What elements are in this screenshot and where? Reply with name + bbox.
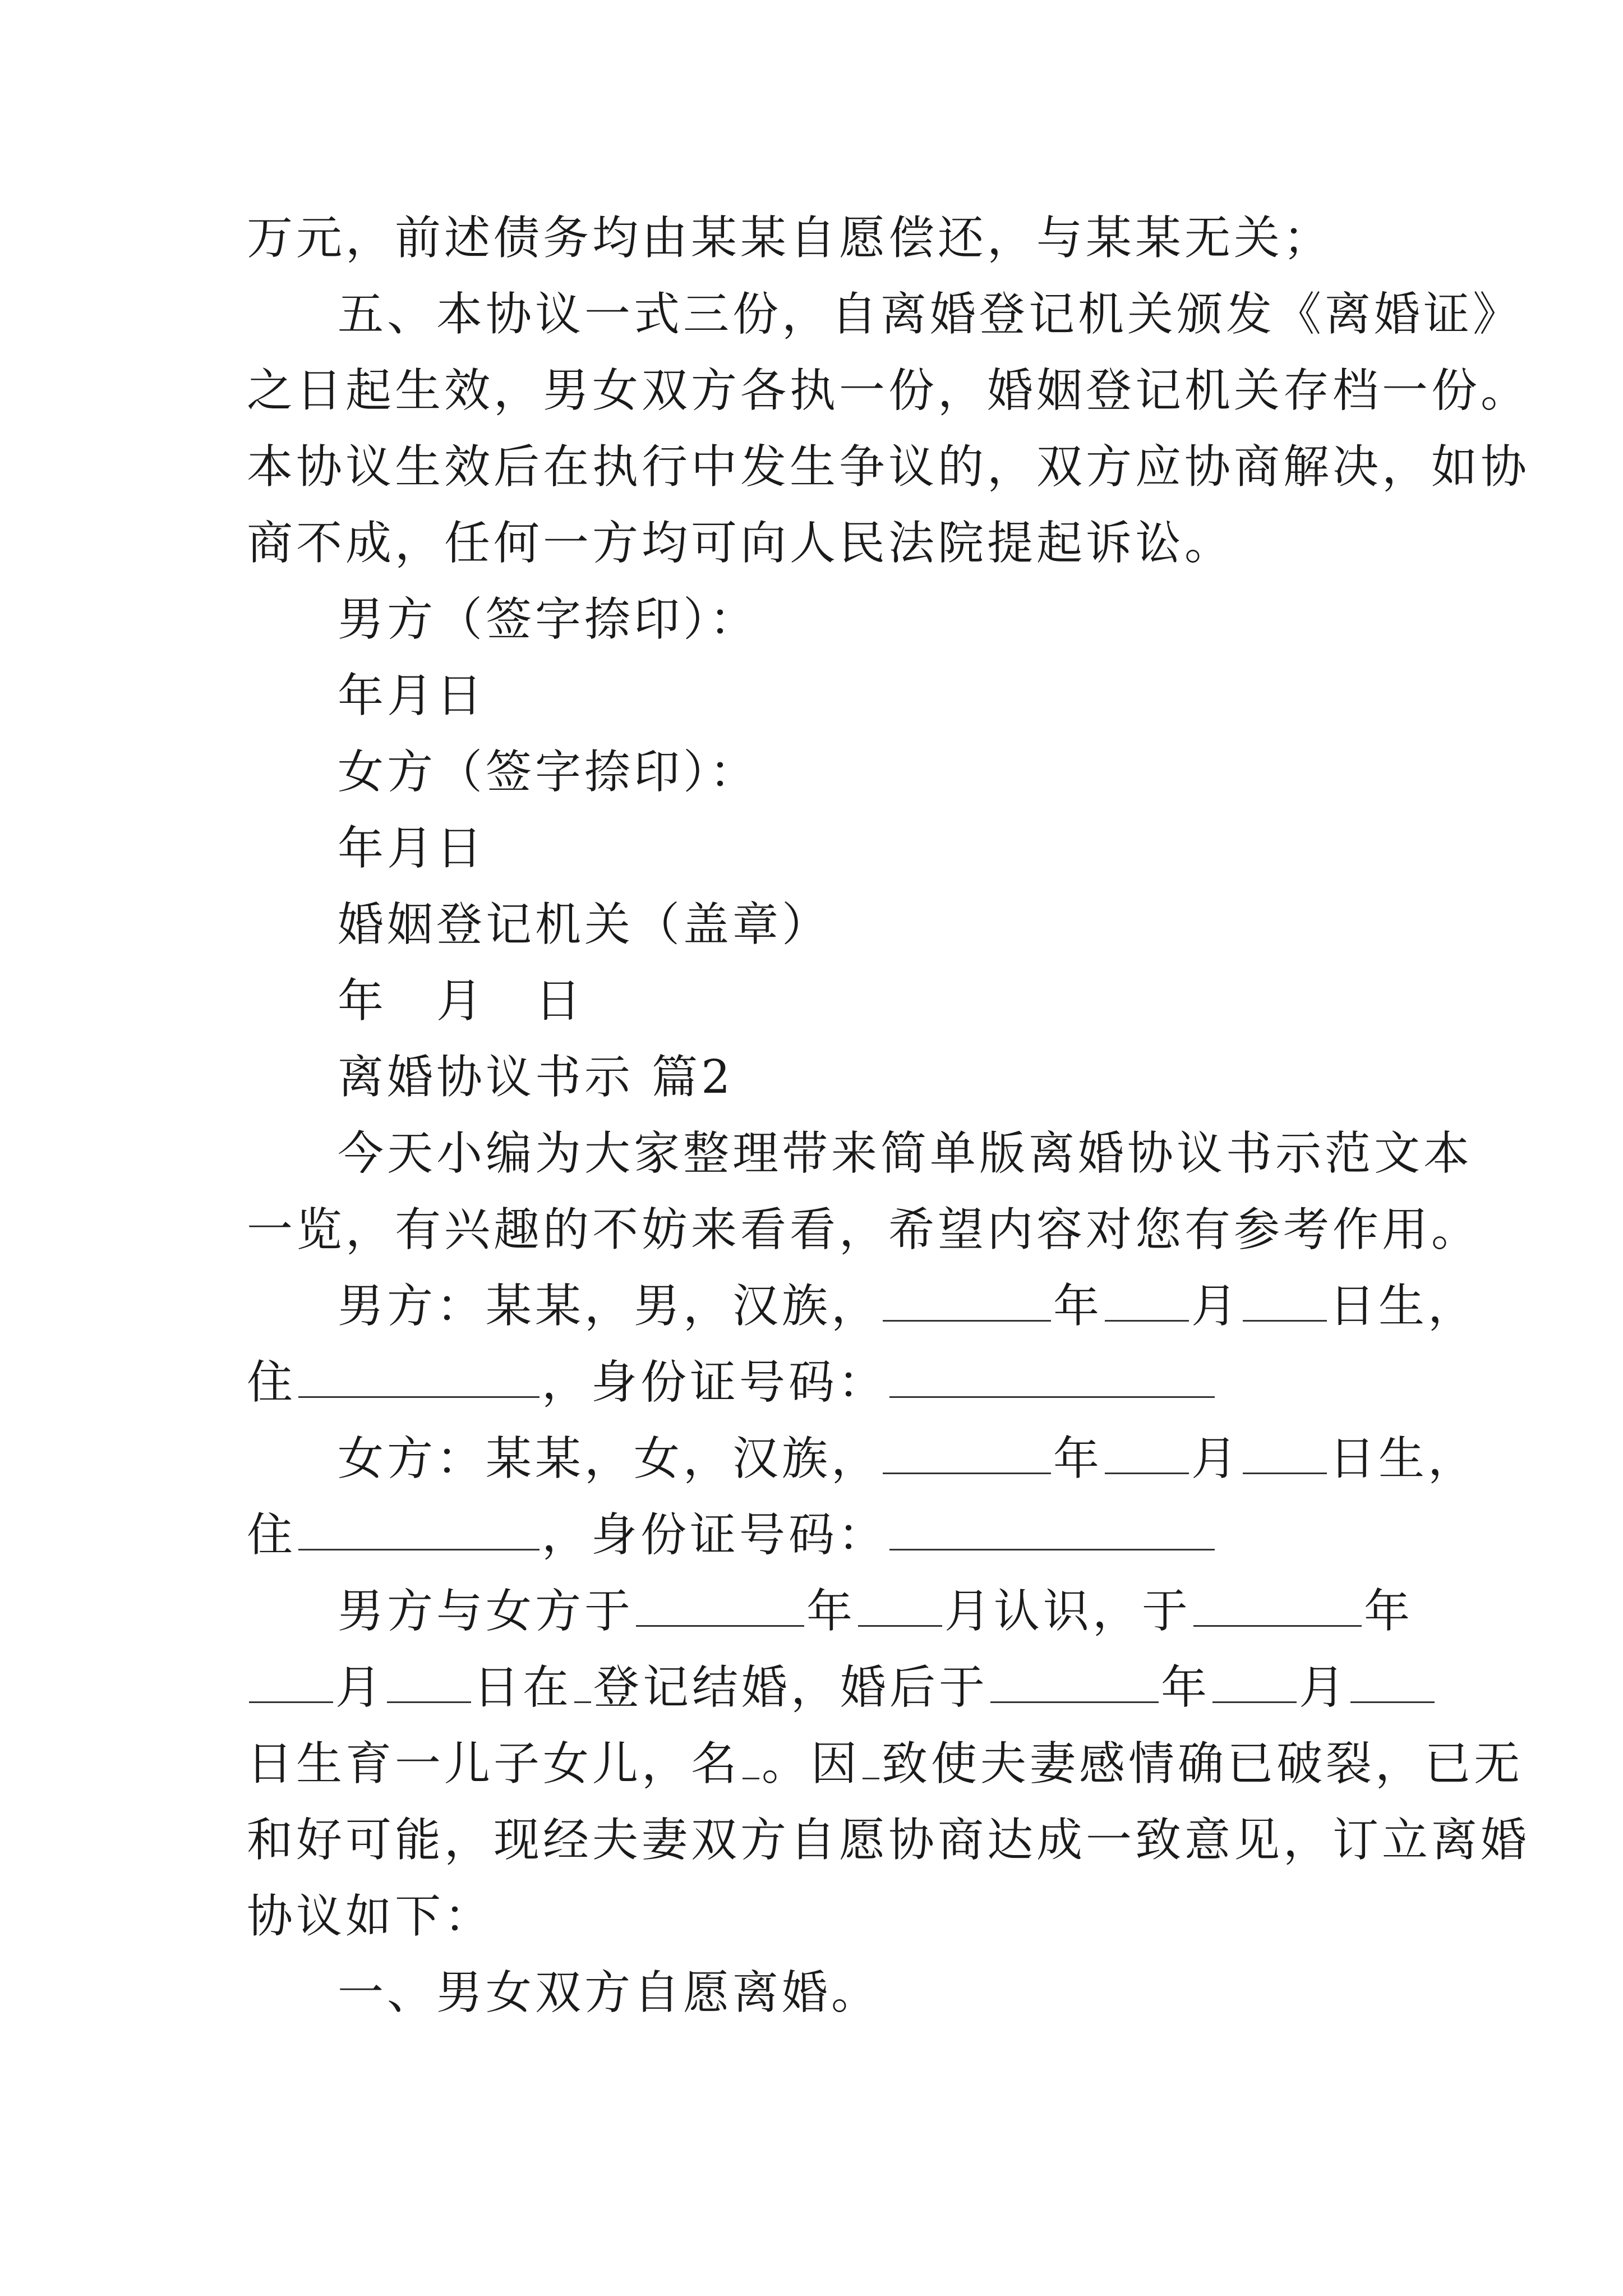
day-blank <box>1243 1281 1327 1322</box>
meet-text: 男方与女方于 <box>338 1585 634 1638</box>
intro-line: 一览，有兴趣的不妨来看看，希望内容对您有参考作用。 <box>247 1203 1481 1257</box>
text-line: 商不成，任何一方均可向人民法院提起诉讼。 <box>247 517 1234 570</box>
meet-text: 月认识，于 <box>944 1585 1192 1638</box>
year-blank <box>883 1281 1051 1322</box>
text-line: 和好可能，现经夫妻双方自愿协商达成一致意见，订立离婚 <box>247 1814 1530 1867</box>
year-label: 年 <box>1161 1661 1211 1714</box>
id-blank <box>889 1357 1215 1398</box>
year-label: 年 <box>1053 1280 1103 1333</box>
female-address-line <box>247 1504 1217 1566</box>
month-blank <box>1105 1433 1189 1474</box>
address-blank <box>298 1357 540 1398</box>
day-blank <box>1243 1433 1327 1474</box>
year-label: 年 <box>1364 1585 1414 1638</box>
male-signature-date: 年月日 <box>338 669 486 723</box>
day-blank <box>1350 1662 1435 1703</box>
day-blank <box>387 1662 471 1703</box>
text-line: 万元，前述债务均由某某自愿偿还，与某某无关； <box>247 211 1333 265</box>
year-blank <box>1193 1586 1362 1627</box>
month-blank <box>249 1662 333 1703</box>
clause-five: 五、本协议一式三份，自离婚登记机关颁发《离婚证》 <box>338 288 1523 341</box>
marriage-text: 登记结婚，婚后于 <box>593 1661 989 1714</box>
intro-line: 今天小编为大家整理带来简单版离婚协议书示范文本 <box>338 1127 1473 1180</box>
male-info-line <box>338 1276 1477 1337</box>
name-blank <box>743 1738 759 1779</box>
children-text: 。因 <box>762 1737 861 1791</box>
marriage-line <box>247 1657 1437 1719</box>
male-signature-label: 男方（签字捺印）： <box>338 593 759 646</box>
month-label: 月 <box>1191 1432 1241 1485</box>
children-text: 日生育一儿子女儿，名 <box>247 1737 741 1791</box>
address-blank <box>298 1510 540 1550</box>
month-blank <box>858 1586 942 1627</box>
children-line <box>247 1733 1523 1795</box>
day-label: 日生， <box>1329 1432 1478 1485</box>
id-blank <box>889 1510 1215 1550</box>
id-label: ，身份证号码： <box>542 1508 888 1562</box>
year-blank <box>636 1586 804 1627</box>
registry-seal-date: 年 月 日 <box>338 974 585 1028</box>
male-address-line <box>247 1352 1217 1414</box>
text-line: 本协议生效后在执行中发生争议的，双方应协商解决，如协 <box>247 440 1530 494</box>
month-label: 月 <box>335 1661 385 1714</box>
id-label: ，身份证号码： <box>542 1356 888 1409</box>
clause-one: 一、男女双方自愿离婚。 <box>338 1966 881 2019</box>
female-signature-date: 年月日 <box>338 822 486 875</box>
day-label: 日生， <box>1329 1280 1478 1333</box>
female-info-line <box>338 1428 1477 1490</box>
month-label: 月 <box>1299 1661 1349 1714</box>
section-heading: 离婚协议书示 篇2 <box>338 1051 734 1104</box>
year-label: 年 <box>1053 1432 1103 1485</box>
address-label: 住 <box>247 1508 297 1562</box>
female-intro: 女方：某某，女，汉族， <box>338 1432 881 1485</box>
text-line: 协议如下： <box>247 1890 494 1943</box>
day-label: 日在 <box>473 1661 573 1714</box>
male-intro: 男方：某某，男，汉族， <box>338 1280 881 1333</box>
female-signature-label: 女方（签字捺印）： <box>338 746 759 799</box>
text-line: 之日起生效，男女双方各执一份，婚姻登记机关存档一份。 <box>247 364 1530 417</box>
year-label: 年 <box>806 1585 856 1638</box>
reason-blank <box>863 1738 879 1779</box>
place-blank <box>574 1662 591 1703</box>
meeting-line <box>338 1581 1413 1642</box>
registry-seal-label: 婚姻登记机关（盖章） <box>338 898 832 951</box>
month-blank <box>1212 1662 1297 1703</box>
children-text: 致使夫妻感情确已破裂，已无 <box>882 1737 1524 1791</box>
year-blank <box>990 1662 1159 1703</box>
month-blank <box>1105 1281 1189 1322</box>
month-label: 月 <box>1191 1280 1241 1333</box>
year-blank <box>883 1433 1051 1474</box>
address-label: 住 <box>247 1356 297 1409</box>
